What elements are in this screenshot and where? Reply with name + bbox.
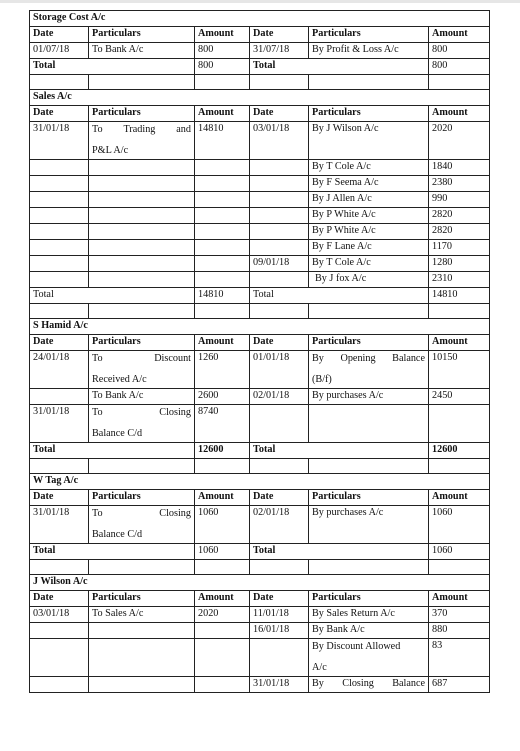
col-header: Particulars — [309, 591, 429, 607]
col-header: Particulars — [309, 106, 429, 122]
col-header: Amount — [429, 106, 490, 122]
cell: To Sales A/c — [89, 607, 195, 623]
cell: By purchases A/c — [309, 389, 429, 405]
cell: 8740 — [195, 405, 250, 443]
cell: 16/01/18 — [250, 623, 309, 639]
total-label: Total — [30, 59, 195, 75]
cell: By F Lane A/c — [309, 240, 429, 256]
cell: By J Wilson A/c — [309, 122, 429, 160]
spacer-row — [30, 75, 490, 90]
cell: By purchases A/c — [309, 506, 429, 544]
ledger-row — [30, 272, 490, 288]
ledger-row — [30, 208, 490, 224]
total-row — [30, 443, 490, 459]
ledger-row — [30, 607, 490, 623]
cell: 01/01/18 — [250, 351, 309, 389]
ledger-row — [30, 192, 490, 208]
cell: To Closing Balance C/d — [89, 506, 195, 544]
total-amount: 14810 — [195, 288, 250, 304]
total-label: Total — [250, 443, 429, 459]
cell: 31/01/18 — [30, 506, 89, 544]
cell: To Trading and P&L A/c — [89, 122, 195, 160]
account-title: S Hamid A/c — [30, 319, 490, 335]
cell: 02/01/18 — [250, 389, 309, 405]
col-header: Date — [250, 490, 309, 506]
cell: To Bank A/c — [89, 43, 195, 59]
cell: 02/01/18 — [250, 506, 309, 544]
total-row — [30, 288, 490, 304]
cell: 2380 — [429, 176, 490, 192]
ledger-table — [29, 10, 490, 693]
ledger-row — [30, 256, 490, 272]
header-row — [30, 591, 490, 607]
cell: By Opening Balance (B/f) — [309, 351, 429, 389]
ledger-row — [30, 43, 490, 59]
cell: 2020 — [429, 122, 490, 160]
col-header: Particulars — [89, 27, 195, 43]
header-row — [30, 27, 490, 43]
total-label: Total — [30, 544, 195, 560]
cell: By T Cole A/c — [309, 160, 429, 176]
cell: 01/07/18 — [30, 43, 89, 59]
account-title: W Tag A/c — [30, 474, 490, 490]
ledger-row — [30, 623, 490, 639]
account-title: Sales A/c — [30, 90, 490, 106]
total-label: Total — [30, 288, 195, 304]
cell: 2820 — [429, 224, 490, 240]
cell: By T Cole A/c — [309, 256, 429, 272]
cell: 31/01/18 — [30, 122, 89, 160]
cell: By P White A/c — [309, 208, 429, 224]
cell: 03/01/18 — [30, 607, 89, 623]
col-header: Date — [250, 106, 309, 122]
ledger-row — [30, 122, 490, 160]
cell: 1260 — [195, 351, 250, 389]
col-header: Amount — [195, 490, 250, 506]
total-amount: 800 — [195, 59, 250, 75]
col-header: Date — [250, 335, 309, 351]
cell: 2450 — [429, 389, 490, 405]
total-label: Total — [250, 288, 429, 304]
col-header: Amount — [429, 490, 490, 506]
account-title: J Wilson A/c — [30, 575, 490, 591]
page-top-edge — [0, 0, 520, 3]
spacer-row — [30, 459, 490, 474]
cell: To Bank A/c — [89, 389, 195, 405]
ledger-row — [30, 176, 490, 192]
cell: 11/01/18 — [250, 607, 309, 623]
cell: 31/07/18 — [250, 43, 309, 59]
cell: 2820 — [429, 208, 490, 224]
total-amount: 800 — [429, 59, 490, 75]
col-header: Amount — [195, 27, 250, 43]
cell: 1170 — [429, 240, 490, 256]
col-header: Particulars — [309, 490, 429, 506]
ledger-row — [30, 240, 490, 256]
col-header: Amount — [429, 335, 490, 351]
ledger-row — [30, 639, 490, 677]
cell: By Sales Return A/c — [309, 607, 429, 623]
ledger-row — [30, 677, 490, 693]
cell: By J Allen A/c — [309, 192, 429, 208]
col-header: Particulars — [309, 27, 429, 43]
cell: By Closing Balance — [309, 677, 429, 693]
cell: 24/01/18 — [30, 351, 89, 389]
col-header: Date — [30, 106, 89, 122]
cell: To Closing Balance C/d — [89, 405, 195, 443]
col-header: Amount — [429, 27, 490, 43]
cell: To Discount Received A/c — [89, 351, 195, 389]
col-header: Particulars — [89, 591, 195, 607]
cell: 1840 — [429, 160, 490, 176]
cell: 1060 — [429, 506, 490, 544]
col-header: Date — [30, 591, 89, 607]
col-header: Date — [30, 490, 89, 506]
cell: 31/01/18 — [30, 405, 89, 443]
cell: 990 — [429, 192, 490, 208]
cell: 687 — [429, 677, 490, 693]
col-header: Date — [250, 591, 309, 607]
spacer-row — [30, 304, 490, 319]
total-row — [30, 544, 490, 560]
total-amount: 14810 — [429, 288, 490, 304]
ledger-row — [30, 160, 490, 176]
cell: 370 — [429, 607, 490, 623]
col-header: Amount — [195, 106, 250, 122]
cell: By Bank A/c — [309, 623, 429, 639]
total-label: Total — [250, 544, 429, 560]
header-row — [30, 335, 490, 351]
col-header: Date — [250, 27, 309, 43]
total-row — [30, 59, 490, 75]
cell: 03/01/18 — [250, 122, 309, 160]
cell: 1280 — [429, 256, 490, 272]
total-label: Total — [250, 59, 429, 75]
ledger-body — [30, 11, 490, 693]
cell: 800 — [429, 43, 490, 59]
col-header: Amount — [195, 591, 250, 607]
cell: 2310 — [429, 272, 490, 288]
cell: By Profit & Loss A/c — [309, 43, 429, 59]
col-header: Amount — [429, 591, 490, 607]
total-label: Total — [30, 443, 195, 459]
cell: By F Seema A/c — [309, 176, 429, 192]
cell: 880 — [429, 623, 490, 639]
col-header: Amount — [195, 335, 250, 351]
col-header: Date — [30, 27, 89, 43]
header-row — [30, 490, 490, 506]
col-header: Particulars — [89, 490, 195, 506]
col-header: Particulars — [89, 335, 195, 351]
ledger-row — [30, 506, 490, 544]
cell: 2020 — [195, 607, 250, 623]
ledger-row — [30, 224, 490, 240]
cell: 800 — [195, 43, 250, 59]
total-amount: 1060 — [195, 544, 250, 560]
cell: 83 — [429, 639, 490, 677]
cell: 2600 — [195, 389, 250, 405]
cell: By J fox A/c — [309, 272, 429, 288]
account-title: Storage Cost A/c — [30, 11, 490, 27]
total-amount: 12600 — [429, 443, 490, 459]
cell: By P White A/c — [309, 224, 429, 240]
header-row — [30, 106, 490, 122]
total-amount: 12600 — [195, 443, 250, 459]
total-amount: 1060 — [429, 544, 490, 560]
cell: 31/01/18 — [250, 677, 309, 693]
cell: 09/01/18 — [250, 256, 309, 272]
col-header: Particulars — [89, 106, 195, 122]
col-header: Particulars — [309, 335, 429, 351]
ledger-row — [30, 389, 490, 405]
cell: 1060 — [195, 506, 250, 544]
cell: 10150 — [429, 351, 490, 389]
col-header: Date — [30, 335, 89, 351]
spacer-row — [30, 560, 490, 575]
ledger-row — [30, 351, 490, 389]
cell: By Discount Allowed A/c — [309, 639, 429, 677]
ledger-row — [30, 405, 490, 443]
cell: 14810 — [195, 122, 250, 160]
